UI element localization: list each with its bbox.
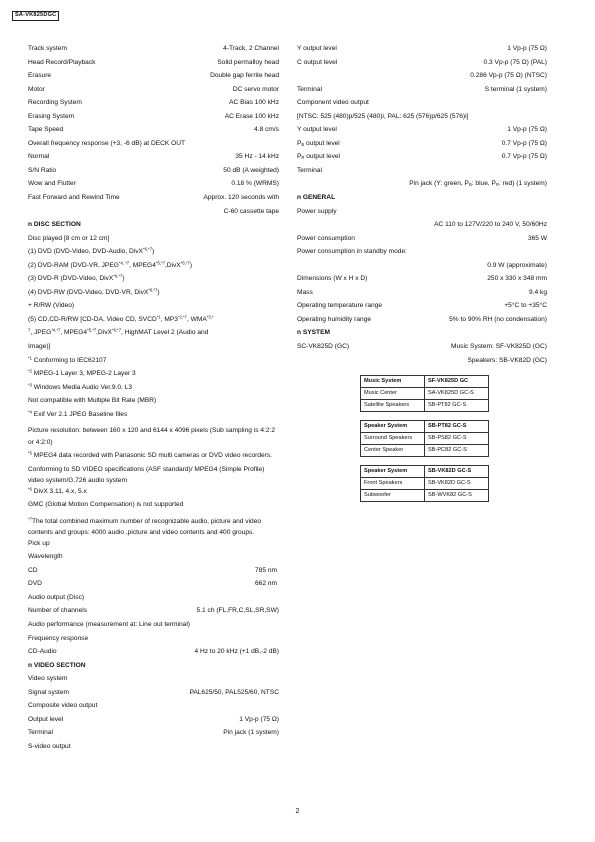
disc-dvd-ram: (2) DVD-RAM (DVD-VR, $JPEG^{*4, *7}$, $MPEG4^{*5,*7},DivX^{*6,*7}$) bbox=[28, 260, 193, 269]
disc-dvd: (1) DVD (DVD-Video, DVD-Audio, DivX$^{*6,*7}$) bbox=[28, 246, 155, 256]
system-tables bbox=[297, 375, 547, 502]
deck-spec-row bbox=[28, 73, 279, 87]
power-supply-value: AC 110 to 127V/220 to 240 V, 50/60Hz bbox=[434, 221, 547, 229]
comp-pb-row: $P_B$ output level 0.7 Vp-p (75 Ω) bbox=[297, 139, 547, 147]
system-table-cell: Satellite Speakers bbox=[361, 400, 425, 412]
system-table-row bbox=[361, 388, 489, 400]
system-table-cell: Center Speaker bbox=[361, 445, 425, 457]
mass-row: Mass 9.4 kg bbox=[297, 288, 547, 296]
terminal-row: Terminal Pin jack (1 system) bbox=[28, 729, 279, 737]
deck-spec-row-value: Solid permalloy head bbox=[217, 58, 279, 66]
model-tag: SA-VK825DGC bbox=[12, 11, 59, 21]
picture-resolution: Picture resolution: between 160 x 120 and 6144 x 4096 pixels (Sub sampling is 4:2:2 or 4:2:0) bbox=[28, 427, 276, 446]
deck-spec-row bbox=[28, 100, 279, 114]
freq-spec-row-value: 0.18 % (WRMS) bbox=[231, 180, 279, 188]
disc-played: Disc played [8 cm or 12 cm] bbox=[28, 234, 110, 242]
wavelength-row-value: 662 nm bbox=[255, 580, 277, 588]
freq-spec-row-label: Normal bbox=[28, 153, 50, 161]
deck-spec-row bbox=[28, 60, 279, 74]
standby-value: 0.9 W (approximate) bbox=[487, 261, 547, 269]
freq-spec-row bbox=[28, 195, 279, 209]
system-section-heading: n SYSTEM bbox=[297, 329, 330, 337]
footnote-1: $^{*1}$ Conforming to IEC62107 bbox=[28, 354, 107, 364]
system-table-cell: Music System bbox=[361, 376, 425, 388]
deck-spec-row-value: DC servo motor bbox=[232, 85, 279, 93]
system-table-cell: SB-WVK82 GC-S bbox=[425, 490, 489, 502]
freq-heading: Overall frequency response (+3, -6 dB) at DECK OUT bbox=[28, 139, 186, 147]
deck-spec-row-label: Track system bbox=[28, 45, 67, 52]
footnote-7: $^{*7}$The total combined maximum number of recognizable audio, picture and video contents and groups: 4000 audio ,picture and video contents and 400 groups. bbox=[28, 516, 262, 537]
left-column bbox=[28, 46, 279, 758]
humidity-row: Operating humidity range 5% to 90% RH (no condensation) bbox=[297, 315, 547, 323]
deck-spec-row-label: Head Record/Playback bbox=[28, 58, 96, 66]
system-table-cell: SF-VK825D GC bbox=[425, 376, 489, 388]
disc-cd-1: (5) CD,CD-R/RW [CD-DA, Video CD, SVCD$^{*1}$, $MP3^{*2,*7}$, $WMA^{*3,*}$ bbox=[28, 314, 214, 323]
freq-spec-row bbox=[28, 181, 279, 195]
freq-spec-row-label: S/N Ratio bbox=[28, 166, 57, 174]
comp-pin-jack: Pin jack (Y: green, $P_B$: blue, $P_R$: red) (1 system) bbox=[409, 180, 547, 188]
freq-spec-row bbox=[28, 154, 279, 168]
wavelength-row bbox=[28, 568, 277, 582]
component-label: Component video output bbox=[297, 99, 369, 107]
deck-spec-row bbox=[28, 87, 279, 101]
footnote-4: $^{*4}$ Exif Ver 2.1 JPEG Baseline files bbox=[28, 409, 128, 418]
audio-output-label: Audio output (Disc) bbox=[28, 593, 85, 601]
power-supply-label: Power supply bbox=[297, 207, 337, 215]
deck-spec-row bbox=[28, 127, 279, 141]
system-table-cell: SB-PS82 GC-S bbox=[425, 433, 489, 445]
disc-plus-rw: + R/RW (Video) bbox=[28, 302, 75, 310]
deck-spec-list bbox=[28, 46, 279, 141]
video-section-heading: n VIDEO SECTION bbox=[28, 661, 86, 669]
freq-spec-list bbox=[28, 154, 279, 208]
output-level-row: Output level 1 Vp-p (75 Ω) bbox=[28, 715, 279, 723]
system-table-cell: Surround Speakers bbox=[361, 433, 425, 445]
system-table-cell: SB-PT82 GC-S bbox=[425, 421, 489, 433]
right-column bbox=[297, 46, 547, 510]
deck-spec-row-value: 4-Track, 2 Channel bbox=[223, 45, 279, 52]
system-table-cell: SB-PT82 GC-S bbox=[425, 400, 489, 412]
deck-spec-row-value: AC Erase 100 kHz bbox=[224, 112, 279, 120]
system-table-row bbox=[361, 478, 489, 490]
comp-pr-row: $P_R$ output level 0.7 Vp-p (75 Ω) bbox=[297, 153, 547, 161]
deck-spec-row-label: Erasing System bbox=[28, 112, 75, 120]
audio-perf-label: Audio performance (measurement at: Line out terminal) bbox=[28, 621, 190, 629]
system-table-cell: SB-VK82D GC-S bbox=[425, 466, 489, 478]
s-terminal-row: Terminal S terminal (1 system) bbox=[297, 85, 547, 93]
svideo-label: S-video output bbox=[28, 742, 71, 750]
wavelength-row bbox=[28, 581, 277, 595]
deck-spec-row bbox=[28, 46, 279, 60]
cd-audio-row: CD-Audio 4 Hz to 20 kHz (+1 dB,-2 dB) bbox=[28, 648, 279, 656]
system-table-cell: Subwoofer bbox=[361, 490, 425, 502]
comp-terminal-label: Terminal bbox=[297, 166, 322, 174]
footnote-3: $^{*3}$ Windows Media Audio Ver.9.0. L3 bbox=[28, 382, 133, 391]
system-table-row bbox=[361, 433, 489, 445]
deck-spec-row-label: Tape Speed bbox=[28, 126, 64, 134]
s-c-row: C output level 0.3 Vp-p (75 Ω) (PAL) bbox=[297, 58, 547, 66]
deck-spec-row-label: Recording System bbox=[28, 99, 82, 107]
power-row: Power consumption 365 W bbox=[297, 234, 547, 242]
s-c-ntsc: 0.286 Vp-p (75 Ω) (NTSC) bbox=[470, 72, 547, 80]
pickup-label: Pick up bbox=[28, 539, 50, 547]
signal-row: Signal system PAL625/50, PAL525/60, NTSC bbox=[28, 688, 279, 696]
s-y-row: Y output level 1 Vp-p (75 Ω) bbox=[297, 45, 547, 52]
wavelength-row-label: DVD bbox=[28, 580, 42, 588]
deck-spec-row bbox=[28, 114, 279, 128]
deck-spec-row-value: AC Bias 100 kHz bbox=[229, 99, 279, 107]
disc-dvd-rw: (4) DVD-RW (DVD-Video, DVD-VR, DivX$^{*6,*7}$) bbox=[28, 287, 160, 296]
freq-cont: C-60 cassette tape bbox=[223, 207, 279, 215]
deck-spec-row-value: 4.8 cm/s bbox=[254, 126, 279, 134]
wavelength-row-value: 785 nm bbox=[255, 566, 277, 574]
system-table-cell: SB-PC82 GC-S bbox=[425, 445, 489, 457]
freq-spec-row-value: 50 dB (A weighted) bbox=[223, 166, 279, 174]
footnote-6: $^{*6}$ DivX 3.11, 4.x, 5.x bbox=[28, 486, 87, 495]
disc-cd-3: Image)] bbox=[28, 343, 51, 351]
general-section-heading: n GENERAL bbox=[297, 194, 336, 202]
system-table-row bbox=[361, 466, 489, 478]
sd-video-note: Conforming to SD VIDEO specifications (ASF standard)/ MPEG4 (Simple Profile) video system/G.726 audio system bbox=[28, 465, 265, 485]
disc-cd-2: $^7$, $JPEG^{*4,*7}$, $MPEG4^{*5,*7},DivX^{*6,*7}$, HighMAT Level 2 (Audio and bbox=[28, 327, 209, 337]
channels-row: Number of channels 5.1 ch (FL,FR,C,SL,SR,SW) bbox=[28, 607, 279, 615]
standby-label: Power consumption in standby mode: bbox=[297, 248, 407, 256]
disc-dvd-r: (3) DVD-R (DVD-Video, DivX$^{*6,*7}$) bbox=[28, 273, 125, 283]
temp-row: Operating temperature range +5°C to +35°C bbox=[297, 302, 547, 310]
system-table-cell: SB-VK82D GC-S bbox=[425, 478, 489, 490]
freq-spec-row-value: Approx. 120 seconds with bbox=[203, 194, 279, 202]
footnote-5: $^{*5}$ MPEG4 data recorded with Panasonic SD multi cameras or DVD video recorders. bbox=[28, 450, 273, 460]
freq-spec-row bbox=[28, 168, 279, 182]
system-table-cell: Speaker System bbox=[361, 466, 425, 478]
system-table-row bbox=[361, 490, 489, 502]
system-table-cell: SA-VK825D GC-S bbox=[425, 388, 489, 400]
system-table-cell: Front Speakers bbox=[361, 478, 425, 490]
deck-spec-row-value: Double gap ferrite head bbox=[210, 72, 279, 80]
system-table-row bbox=[361, 421, 489, 433]
video-system-label: Video system bbox=[28, 675, 68, 683]
wavelength-list bbox=[28, 568, 279, 595]
system-row: SC-VK825D (GC) Music System: SF-VK825D (GC) bbox=[297, 343, 547, 351]
system-table-cell: Speaker System bbox=[361, 421, 425, 433]
gmc-note: GMC (Global Motion Compensation) is not supported bbox=[28, 501, 184, 509]
system-table-row bbox=[361, 400, 489, 412]
system-table-cell: Music Center bbox=[361, 388, 425, 400]
page-number: 2 bbox=[295, 808, 300, 815]
system-table-row bbox=[361, 376, 489, 388]
footnote-3b: Not compatible with Multiple Bit Rate (MBR) bbox=[28, 397, 157, 405]
disc-section-heading: n DISC SECTION bbox=[28, 221, 81, 229]
wavelength-label: Wavelength bbox=[28, 553, 63, 561]
freq-spec-row-label: Fast Forward and Rewind Time bbox=[28, 194, 120, 202]
comp-y-row: Y output level 1 Vp-p (75 Ω) bbox=[297, 126, 547, 134]
freq-resp-label: Frequency response bbox=[28, 634, 89, 642]
freq-spec-row-label: Wow and Flutter bbox=[28, 180, 76, 188]
freq-spec-row-value: 35 Hz - 14 kHz bbox=[235, 153, 279, 161]
deck-spec-row-label: Motor bbox=[28, 85, 45, 93]
deck-spec-row-label: Erasure bbox=[28, 72, 52, 80]
ntsc-pal-note: [NTSC: 525 (480)p/525 (480)i, PAL: 625 (576)p/625 (576)i] bbox=[297, 112, 469, 120]
footnote-2: $^{*2}$ MPEG-1 Layer 3, MPEG-2 Layer 3 bbox=[28, 368, 136, 378]
system-table bbox=[360, 420, 489, 457]
system-table-row bbox=[361, 445, 489, 457]
system-speakers: Speakers: SB-VK82D (GC) bbox=[467, 356, 547, 364]
dims-row: Dimensions (W x H x D) 250 x 330 x 348 mm bbox=[297, 275, 547, 283]
composite-label: Composite video output bbox=[28, 702, 98, 710]
system-table bbox=[360, 375, 489, 412]
wavelength-row-label: CD bbox=[28, 566, 38, 574]
system-table bbox=[360, 465, 489, 502]
